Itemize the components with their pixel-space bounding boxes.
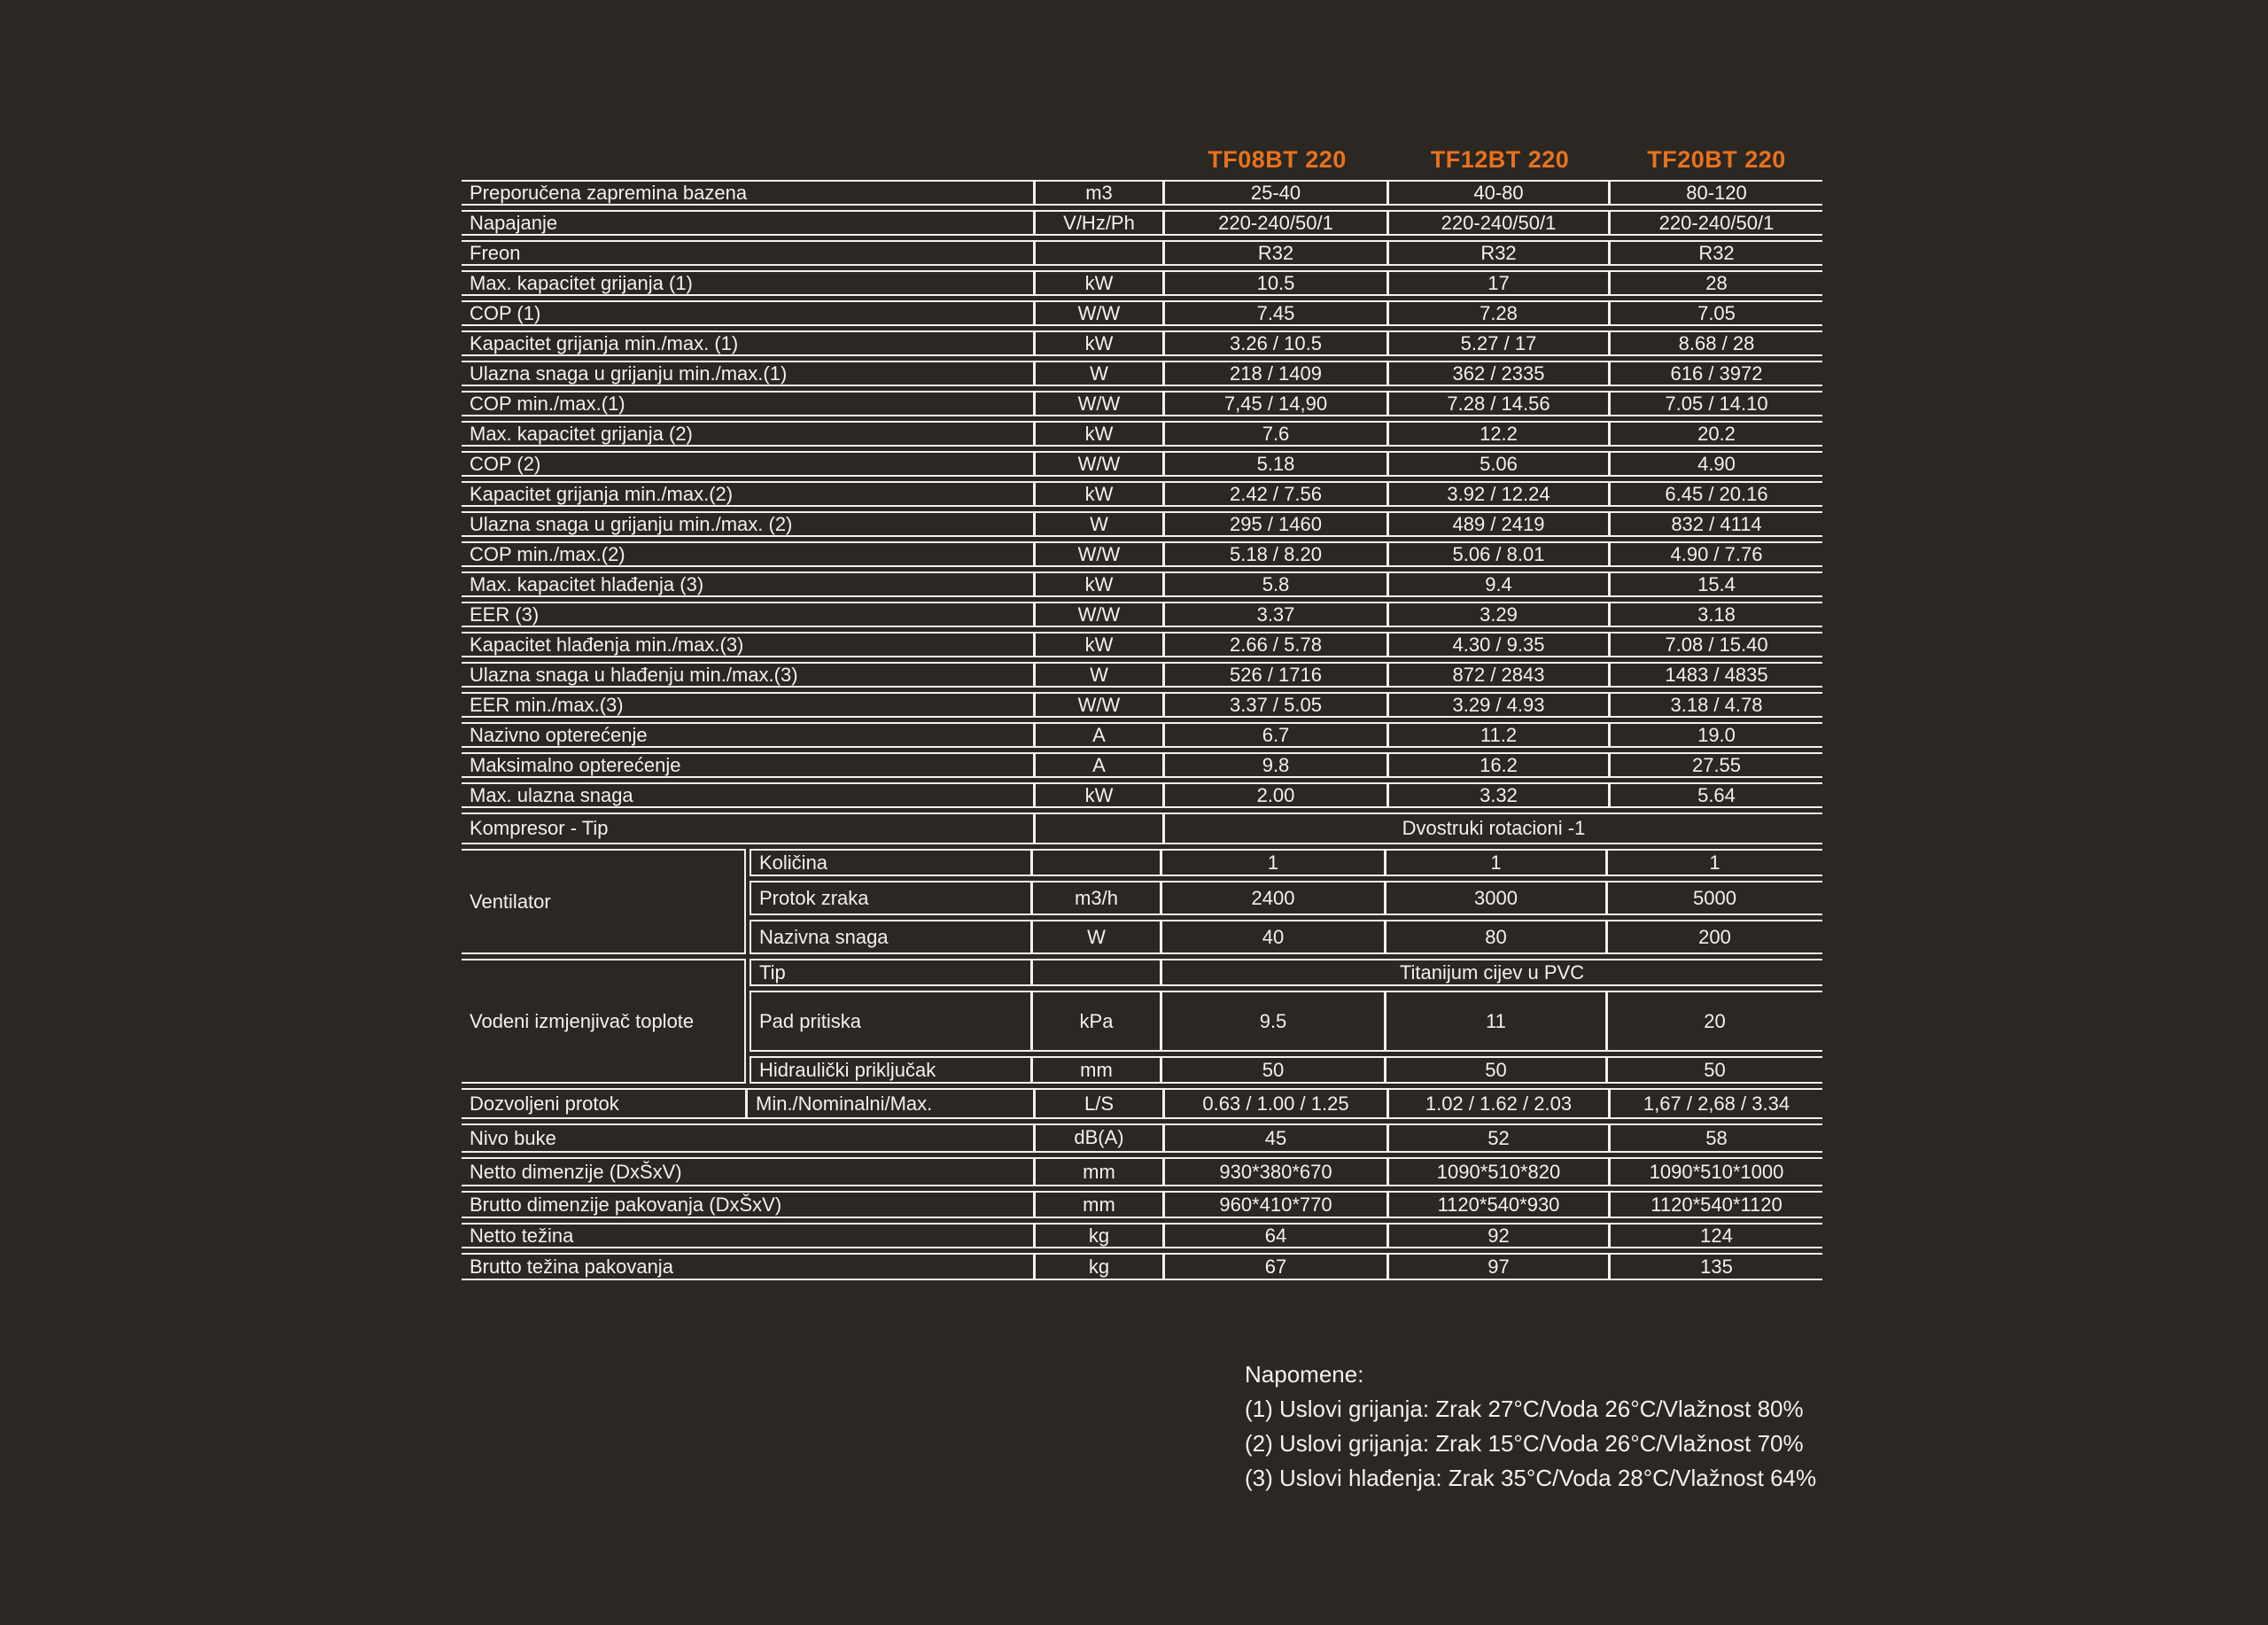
value-cell: 80-120 (1686, 182, 1747, 204)
value-cell: 3.18 (1697, 603, 1736, 626)
unit-cell (1033, 851, 1162, 875)
unit-cell (1036, 242, 1165, 264)
value-cell: 9.8 (1165, 754, 1389, 776)
value-cell: 1090*510*820 (1389, 1159, 1611, 1185)
value-cell: 9.4 (1389, 573, 1611, 595)
row-label: Max. kapacitet hlađenja (3) (462, 573, 1036, 595)
unit-cell: W (1036, 362, 1165, 385)
value-cell: 1 (1386, 851, 1608, 875)
row-label: Nazivno opterećenje (462, 724, 1036, 746)
value-cell: R32 (1389, 242, 1611, 264)
value-cell: 7.05 / 14.10 (1665, 393, 1768, 415)
spec-row-nazivna-snaga (750, 920, 1822, 954)
value-cell: 52 (1389, 1125, 1611, 1151)
product-name-tf12bt-220: TF12BT 220 (1430, 145, 1570, 173)
value-cell: 15.4 (1697, 573, 1736, 595)
value-cell: 135 (1700, 1255, 1733, 1278)
group-rows (750, 849, 1822, 954)
spec-group-ventilator (462, 849, 1822, 954)
spec-row-max-ulazna-snaga (462, 782, 1822, 808)
row-label: Nivo buke (462, 1125, 1036, 1151)
value-cell: 10.5 (1165, 272, 1389, 294)
unit-cell: dB(A) (1036, 1125, 1165, 1151)
note-line-1: (1) Uslovi grijanja: Zrak 27°C/Voda 26°C/Vlažnost 80% (1245, 1396, 1804, 1422)
product-header-row (462, 146, 1822, 173)
spec-row-eer-3 (462, 602, 1822, 627)
value-cell: 16.2 (1389, 754, 1611, 776)
spec-row-freon (462, 240, 1822, 266)
unit-cell: kW (1036, 332, 1165, 354)
spec-row-ulazna-snaga-grijanje-1 (462, 361, 1822, 386)
value-cell: 3000 (1386, 882, 1608, 914)
row-label: Ulazna snaga u grijanju min./max.(1) (462, 362, 1036, 385)
unit-cell: W/W (1036, 603, 1165, 626)
row-label: COP min./max.(2) (462, 543, 1036, 565)
value-cell: 5.18 (1165, 453, 1389, 475)
value-cell: 92 (1389, 1225, 1611, 1247)
value-cell: 5000 (1693, 886, 1736, 909)
value-cell: 80 (1386, 921, 1608, 952)
value-cell: 7.6 (1165, 423, 1389, 445)
sub-label: Hidraulički priključak (751, 1058, 1033, 1082)
value-cell: 19.0 (1697, 724, 1736, 746)
spec-row-kapacitet-grijanja-minmax-2 (462, 481, 1822, 507)
value-cell: 64 (1165, 1225, 1389, 1247)
row-label: Brutto dimenzije pakovanja (DxŠxV) (462, 1193, 1036, 1217)
value-cell: 3.26 / 10.5 (1165, 332, 1389, 354)
unit-cell: kg (1036, 1225, 1165, 1247)
value-cell: 5.06 (1389, 453, 1611, 475)
unit-cell: L/S (1036, 1090, 1165, 1117)
value-cell: 7,45 / 14,90 (1165, 393, 1389, 415)
value-cell: 7.08 / 15.40 (1665, 634, 1768, 656)
value-cell: 489 / 2419 (1389, 513, 1611, 535)
value-cell: 1483 / 4835 (1665, 664, 1768, 686)
spec-row-tip (750, 959, 1822, 986)
value-cell: 11.2 (1389, 724, 1611, 746)
value-cell: 526 / 1716 (1165, 664, 1389, 686)
value-cell: 97 (1389, 1255, 1611, 1279)
sub-label: Pad pritiska (751, 992, 1033, 1050)
value-cell: 220-240/50/1 (1165, 212, 1389, 234)
value-cell: 3.32 (1389, 784, 1611, 806)
spec-row-max-kapacitet-hladjenja-3 (462, 571, 1822, 597)
unit-cell: m3 (1036, 182, 1165, 204)
value-cell: 3.37 (1165, 603, 1389, 626)
spec-row-ulazna-snaga-hladjenje-3 (462, 662, 1822, 688)
row-label: Ulazna snaga u grijanju min./max. (2) (462, 513, 1036, 535)
value-cell: 7.28 (1389, 302, 1611, 324)
value-cell: 295 / 1460 (1165, 513, 1389, 535)
value-cell: 930*380*670 (1165, 1159, 1389, 1185)
value-cell: 2.00 (1165, 784, 1389, 806)
spec-row-brutto-dimenzije (462, 1191, 1822, 1218)
spec-row-cop-minmax-2 (462, 541, 1822, 567)
spec-row-kompresor-tip (462, 812, 1822, 844)
value-cell: 832 / 4114 (1671, 513, 1762, 535)
notes-block (1245, 1357, 1816, 1496)
value-cell: 20.2 (1697, 423, 1736, 445)
value-cell: 2.42 / 7.56 (1165, 483, 1389, 505)
value-cell: 6.45 / 20.16 (1665, 483, 1768, 505)
unit-cell: kW (1036, 784, 1165, 806)
value-cell: 2.66 / 5.78 (1165, 634, 1389, 656)
unit-cell: mm (1036, 1159, 1165, 1185)
value-cell: 20 (1704, 1009, 1726, 1032)
spec-row-hidraulicki-prikljucak (750, 1056, 1822, 1084)
unit-cell: W/W (1036, 393, 1165, 415)
spec-row-netto-tezina (462, 1223, 1822, 1248)
unit-cell: mm (1036, 1193, 1165, 1217)
spec-row-eer-minmax-3 (462, 692, 1822, 718)
value-cell: 872 / 2843 (1389, 664, 1611, 686)
unit-cell: kW (1036, 573, 1165, 595)
value-cell: 6.7 (1165, 724, 1389, 746)
row-label: Max. ulazna snaga (462, 784, 1036, 806)
value-cell: 25-40 (1165, 182, 1389, 204)
value-cell: 7.28 / 14.56 (1389, 393, 1611, 415)
spec-row-maksimalno-opterecenje (462, 752, 1822, 778)
row-label: Kapacitet hlađenja min./max.(3) (462, 634, 1036, 656)
spec-row-brutto-tezina (462, 1253, 1822, 1280)
product-name-tf20bt-220: TF20BT 220 (1647, 145, 1786, 173)
spec-row-nivo-buke (462, 1124, 1822, 1153)
value-cell: 5.27 / 17 (1389, 332, 1611, 354)
note-line-3: (3) Uslovi hlađenja: Zrak 35°C/Voda 28°C/Vlažnost 64% (1245, 1465, 1817, 1491)
value-cell: 12.2 (1389, 423, 1611, 445)
value-cell: 27.55 (1691, 754, 1742, 776)
unit-cell: W/W (1036, 694, 1165, 716)
value-cell: 3.18 / 4.78 (1670, 694, 1763, 716)
unit-cell: kW (1036, 634, 1165, 656)
value-cell: R32 (1698, 242, 1735, 264)
unit-cell: kW (1036, 423, 1165, 445)
unit-cell: A (1036, 724, 1165, 746)
spec-row-ulazna-snaga-grijanje-2 (462, 511, 1822, 537)
spec-rows (462, 180, 1822, 1280)
sub-label: Min./Nominalni/Max. (748, 1090, 1036, 1117)
spec-row-kapacitet-grijanja-minmax-1 (462, 330, 1822, 356)
row-label: Netto dimenzije (DxŠxV) (462, 1159, 1036, 1185)
group-rows (750, 959, 1822, 1084)
value-cell: 5.18 / 8.20 (1165, 543, 1389, 565)
row-label: EER min./max.(3) (462, 694, 1036, 716)
row-label: Max. kapacitet grijanja (1) (462, 272, 1036, 294)
value-cell: 4.90 / 7.76 (1670, 543, 1763, 565)
row-label: Kapacitet grijanja min./max.(2) (462, 483, 1036, 505)
unit-cell: kg (1036, 1255, 1165, 1279)
sub-label: Nazivna snaga (751, 921, 1033, 952)
value-cell: 7.05 (1697, 302, 1736, 324)
value-cell: 5.8 (1165, 573, 1389, 595)
value-cell: 28 (1705, 272, 1728, 294)
spec-group-vodeni-izmjenjivac (462, 959, 1822, 1084)
spec-row-pad-pritiska (750, 991, 1822, 1052)
spec-row-cop-minmax-1 (462, 391, 1822, 416)
spec-row-cop-1 (462, 300, 1822, 326)
value-cell: 124 (1700, 1225, 1733, 1247)
value-cell-span: Dvostruki rotacioni -1 (1402, 817, 1586, 840)
row-label: Netto težina (462, 1225, 1036, 1247)
row-label: Dozvoljeni protok (462, 1090, 748, 1117)
value-cell: 40-80 (1389, 182, 1611, 204)
value-cell: 40 (1162, 921, 1386, 952)
row-label: Napajanje (462, 212, 1036, 234)
value-cell: 4.30 / 9.35 (1389, 634, 1611, 656)
spec-row-max-kapacitet-grijanja-1 (462, 270, 1822, 296)
spec-row-kapacitet-hladjenja-minmax-3 (462, 632, 1822, 657)
value-cell: 58 (1705, 1126, 1728, 1149)
unit-cell: A (1036, 754, 1165, 776)
spec-row-protok-zraka (750, 881, 1822, 915)
value-cell: 1120*540*1120 (1651, 1193, 1783, 1216)
unit-cell: kW (1036, 272, 1165, 294)
sub-label: Protok zraka (751, 882, 1033, 914)
value-cell: 1,67 / 2,68 / 3.34 (1643, 1092, 1790, 1115)
row-label: COP (2) (462, 453, 1036, 475)
unit-cell: W (1033, 921, 1162, 952)
spec-row-nazivno-opterecenje (462, 722, 1822, 748)
spec-row-dozvoljeni-protok (462, 1088, 1822, 1119)
row-label: Max. kapacitet grijanja (2) (462, 423, 1036, 445)
spec-row-napajanje (462, 210, 1822, 236)
value-cell: 2400 (1162, 882, 1386, 914)
unit-cell: W/W (1036, 543, 1165, 565)
value-cell: R32 (1165, 242, 1389, 264)
spec-row-max-kapacitet-grijanja-2 (462, 421, 1822, 447)
unit-cell: W (1036, 664, 1165, 686)
value-cell: 218 / 1409 (1165, 362, 1389, 385)
value-cell: 5.64 (1697, 784, 1736, 806)
note-line-2: (2) Uslovi grijanja: Zrak 15°C/Voda 26°C/Vlažnost 70% (1245, 1430, 1804, 1457)
value-cell: 0.63 / 1.00 / 1.25 (1165, 1090, 1389, 1117)
value-cell: 3.37 / 5.05 (1165, 694, 1389, 716)
notes-title: Napomene: (1245, 1361, 1364, 1388)
unit-cell: m3/h (1033, 882, 1162, 914)
value-cell: 67 (1165, 1255, 1389, 1279)
value-cell: 1 (1162, 851, 1386, 875)
value-cell: 4.90 (1697, 453, 1736, 475)
unit-cell: V/Hz/Ph (1036, 212, 1165, 234)
row-label: COP (1) (462, 302, 1036, 324)
value-cell: 1120*540*930 (1389, 1193, 1611, 1217)
spec-row-kolicina (750, 849, 1822, 876)
value-cell: 3.29 / 4.93 (1389, 694, 1611, 716)
value-cell: 1090*510*1000 (1649, 1160, 1784, 1183)
value-cell: 7.45 (1165, 302, 1389, 324)
value-cell: 220-240/50/1 (1658, 212, 1775, 234)
value-cell: 9.5 (1162, 992, 1386, 1050)
row-label: Ulazna snaga u hlađenju min./max.(3) (462, 664, 1036, 686)
row-label: Brutto težina pakovanja (462, 1255, 1036, 1279)
value-cell: 45 (1165, 1125, 1389, 1151)
value-cell: 3.29 (1389, 603, 1611, 626)
value-cell-span: Titanijum cijev u PVC (1399, 960, 1585, 984)
spec-row-netto-dimenzije (462, 1157, 1822, 1186)
row-label: Kompresor - Tip (462, 814, 1036, 843)
value-cell: 3.92 / 12.24 (1389, 483, 1611, 505)
spec-table (462, 146, 1822, 1280)
sub-label: Količina (751, 851, 1033, 875)
value-cell: 11 (1386, 992, 1608, 1050)
value-cell: 17 (1389, 272, 1611, 294)
value-cell: 960*410*770 (1165, 1193, 1389, 1217)
value-cell: 1 (1709, 851, 1720, 874)
value-cell: 50 (1386, 1058, 1608, 1082)
value-cell: 50 (1162, 1058, 1386, 1082)
unit-cell: kW (1036, 483, 1165, 505)
value-cell: 362 / 2335 (1389, 362, 1611, 385)
spec-row-cop-2 (462, 451, 1822, 477)
value-cell: 50 (1704, 1058, 1726, 1081)
row-label: Kapacitet grijanja min./max. (1) (462, 332, 1036, 354)
unit-cell (1036, 814, 1165, 843)
value-cell: 220-240/50/1 (1389, 212, 1611, 234)
unit-cell: W (1036, 513, 1165, 535)
value-cell: 1.02 / 1.62 / 2.03 (1389, 1090, 1611, 1117)
value-cell: 8.68 / 28 (1678, 332, 1755, 354)
row-label: COP min./max.(1) (462, 393, 1036, 415)
value-cell: 616 / 3972 (1670, 362, 1763, 385)
row-label: Preporučena zapremina bazena (462, 182, 1036, 204)
value-cell: 200 (1698, 925, 1731, 948)
row-label: Maksimalno opterećenje (462, 754, 1036, 776)
unit-cell: mm (1033, 1058, 1162, 1082)
unit-cell: W/W (1036, 302, 1165, 324)
product-name-tf08bt-220: TF08BT 220 (1208, 145, 1347, 173)
group-label: Ventilator (462, 849, 746, 954)
value-cell: 5.06 / 8.01 (1389, 543, 1611, 565)
sub-label: Tip (751, 960, 1033, 984)
spec-row-preporucena-zapremina (462, 180, 1822, 206)
unit-cell: W/W (1036, 453, 1165, 475)
row-label: EER (3) (462, 603, 1036, 626)
row-label: Freon (462, 242, 1036, 264)
unit-cell: kPa (1033, 992, 1162, 1050)
group-label: Vodeni izmjenjivač toplote (462, 959, 746, 1084)
unit-cell (1033, 960, 1162, 984)
